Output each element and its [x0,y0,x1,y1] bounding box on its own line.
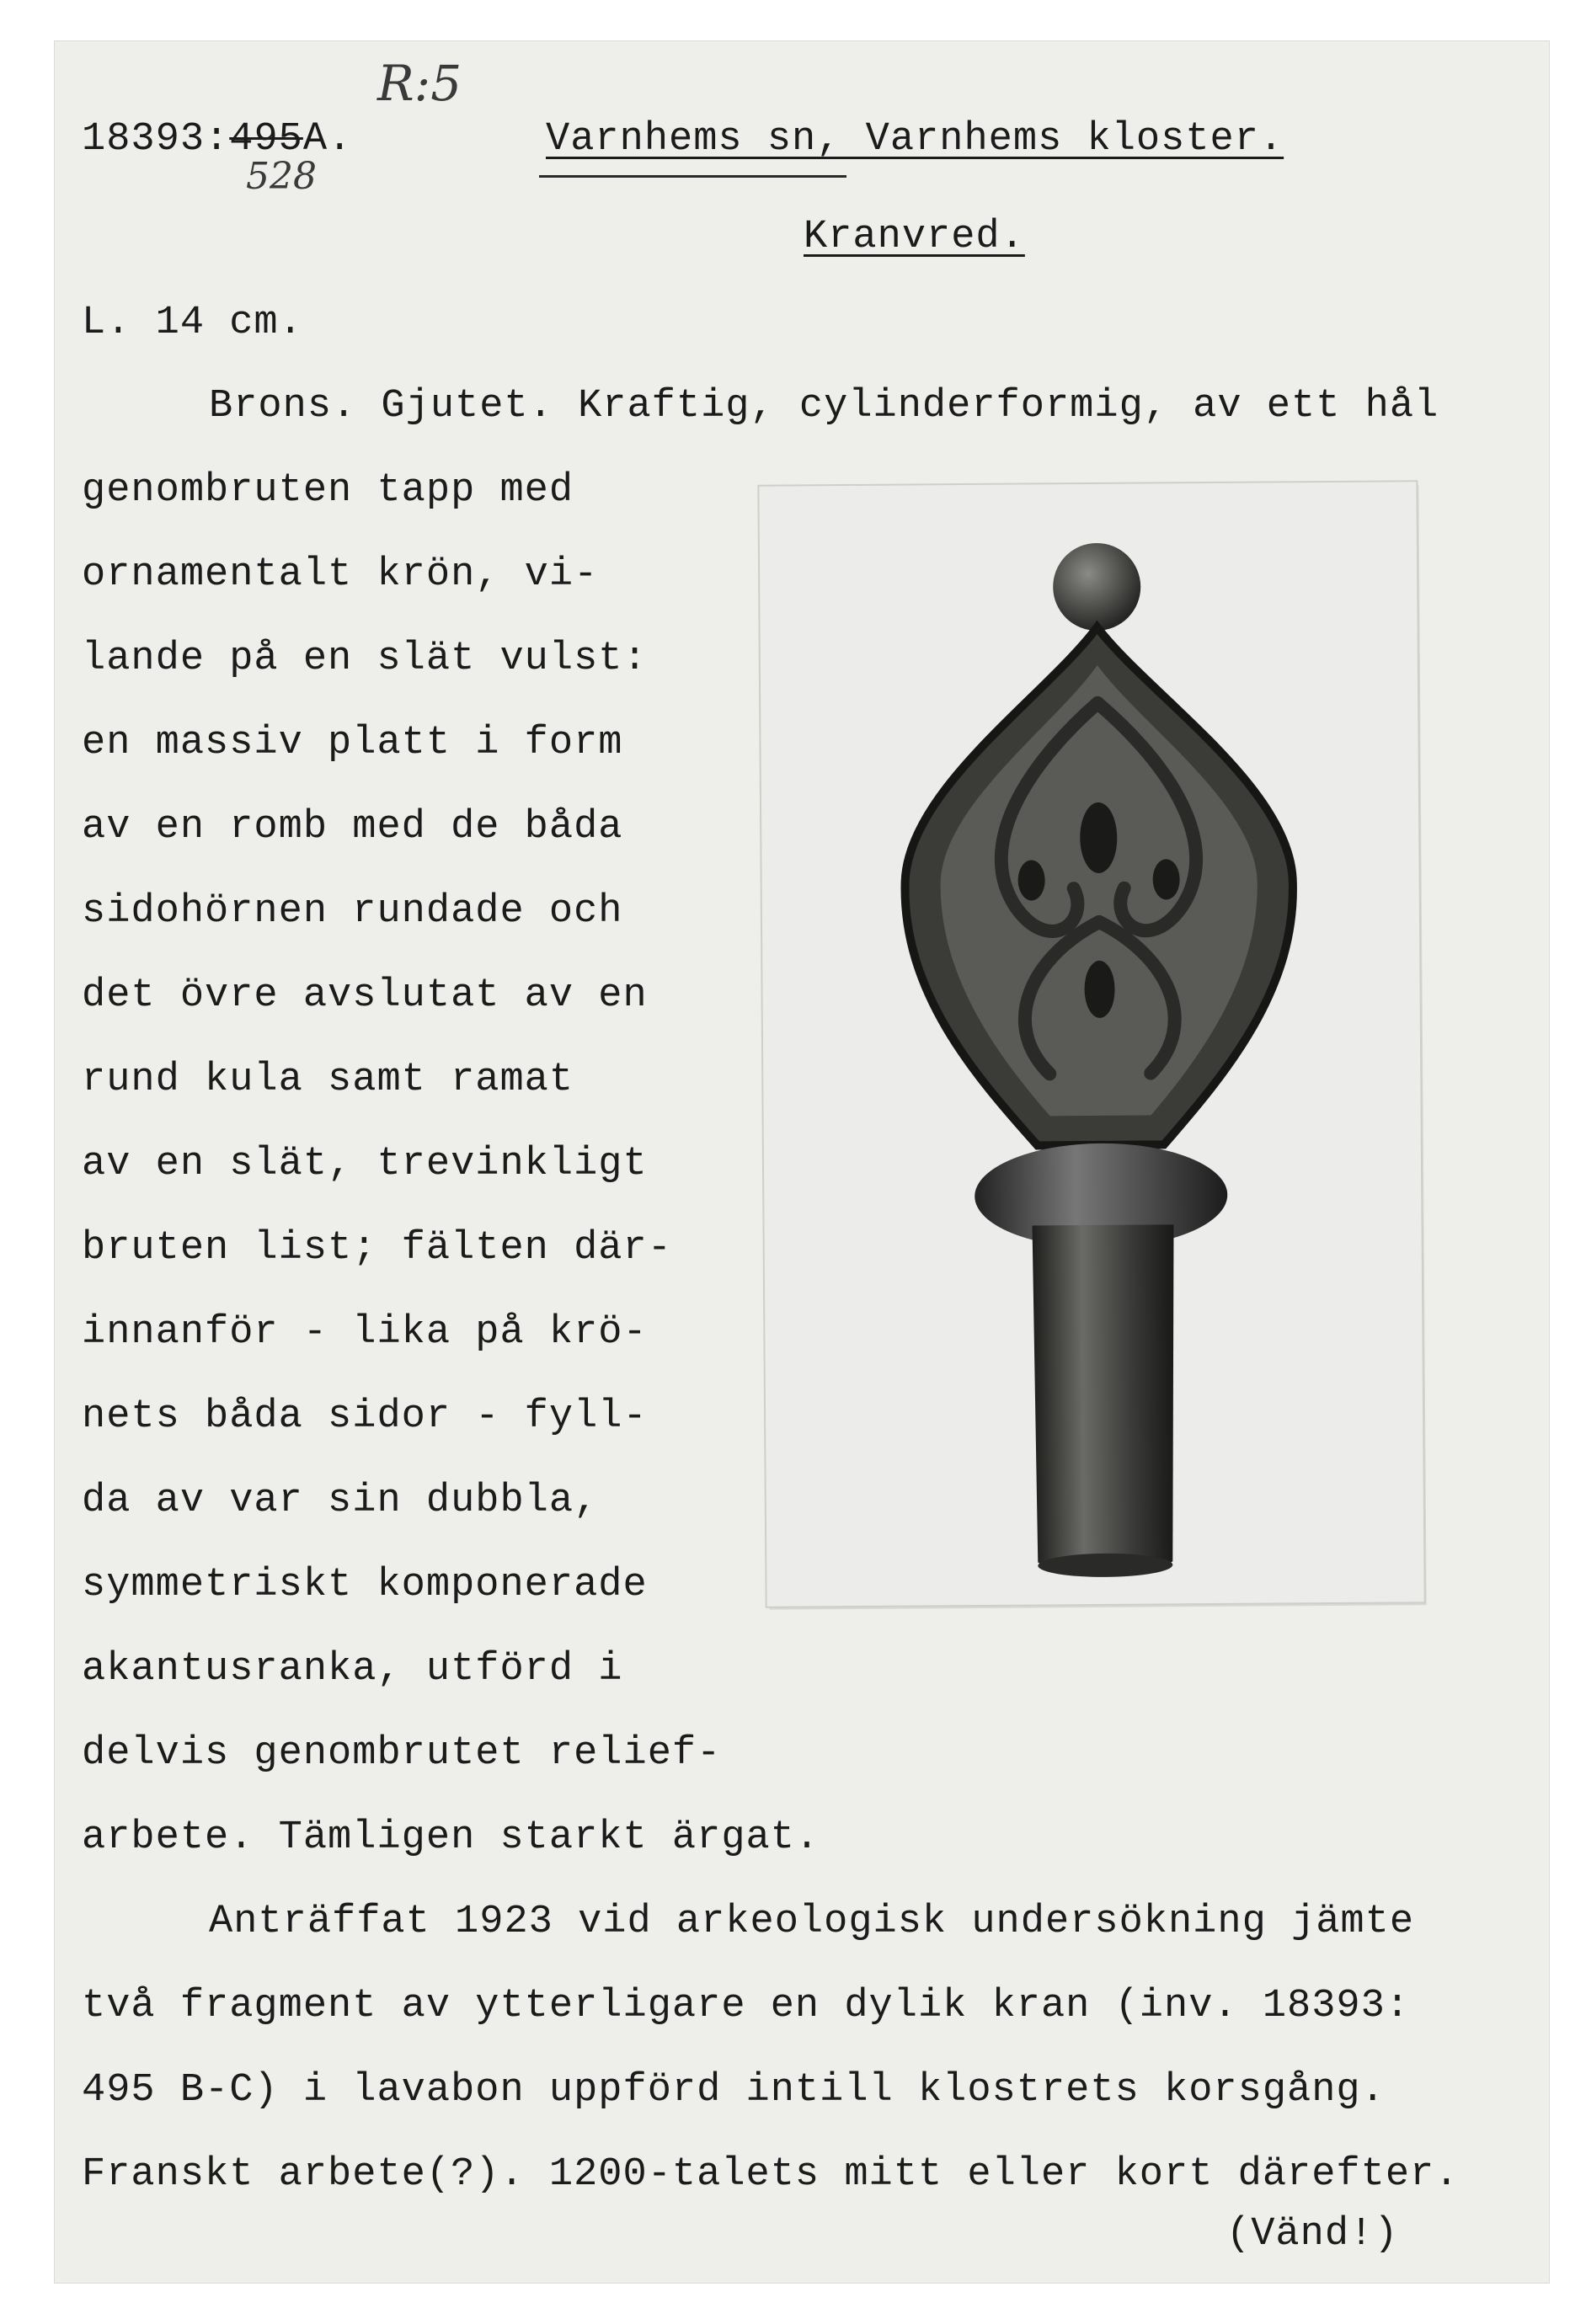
inventory-number [82,117,353,162]
description-line: genombruten tapp med [82,468,574,513]
description-line: lande på en slät vulst: [82,637,648,681]
context-line: Anträffat 1923 vid arkeologisk undersökning jämte [209,1900,1415,1944]
description-line: ornamentalt krön, vi- [82,552,599,597]
tap-key-illustration [759,482,1423,1606]
turn-over-note: (Vänd!) [1226,2212,1399,2257]
object-photograph [759,482,1423,1606]
description-line: nets båda sidor - fyll- [82,1394,648,1439]
heading-divider [539,175,846,178]
description-line: Brons. Gjutet. Kraftig, cylinderformig, av ett hål [209,384,1439,429]
description-line: rund kula samt ramat [82,1058,574,1102]
location-heading: Varnhems sn, Varnhems kloster. [546,117,1284,162]
description-line: delvis genombrutet relief- [82,1731,722,1776]
object-type-heading: Kranvred. [804,215,1025,259]
inventory-old-number: 495 [229,117,303,162]
description-line: sidohörnen rundade och [82,889,623,934]
context-line: Franskt arbete(?). 1200-talets mitt eller kort därefter. [82,2152,1460,2197]
description-line: en massiv platt i form [82,721,623,765]
description-line: bruten list; fälten där- [82,1226,672,1271]
context-line: 495 B-C) i lavabon uppförd intill klostrets korsgång. [82,2068,1386,2113]
description-line: symmetriskt komponerade [82,1563,648,1607]
description-line: akantusranka, utförd i [82,1647,623,1692]
description-line: av en slät, trevinkligt [82,1142,648,1186]
handwritten-number: 528 [246,155,317,198]
inventory-suffix: A. [302,117,353,162]
description-line: arbete. Tämligen starkt ärgat. [82,1815,820,1860]
measurement: L. 14 cm. [82,301,303,345]
handwritten-top-note: R:5 [377,55,462,112]
description-line: det övre avslutat av en [82,973,648,1018]
inventory-prefix: 18393: [82,117,230,162]
context-line: två fragment av ytterligare en dylik kran (inv. 18393: [82,1984,1411,2028]
description-line: da av var sin dubbla, [82,1479,599,1523]
description-line: innanför - lika på krö- [82,1310,648,1355]
description-line: av en romb med de båda [82,805,623,850]
